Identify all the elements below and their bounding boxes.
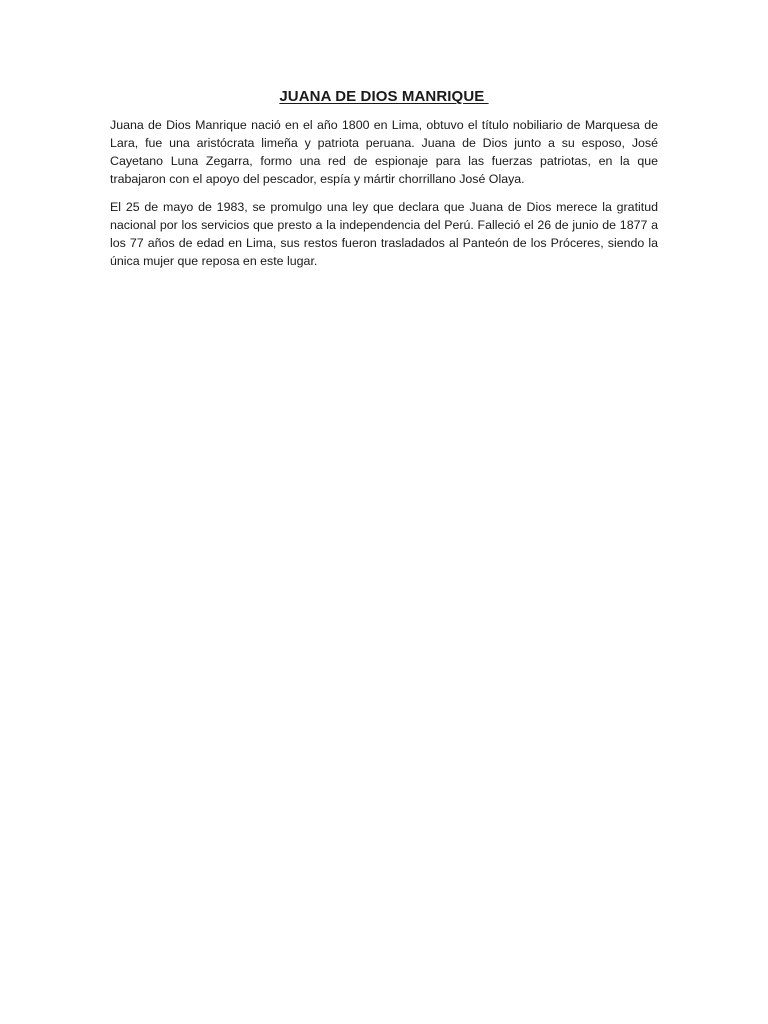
document-title: JUANA DE DIOS MANRIQUE <box>279 88 489 105</box>
paragraph-legacy: El 25 de mayo de 1983, se promulgo una ley que declara que Juana de Dios merece la gratitud nacional por los servicios que presto a la independencia del Perú. Falleció el 26 de junio de 1877 a los 77 años de edad en Lima, sus restos fueron trasladados al Panteón de los Próceres, siendo la única mujer que reposa en este lugar. <box>110 200 658 268</box>
document-body <box>110 88 658 280</box>
paragraph-biography: Juana de Dios Manrique nació en el año 1800 en Lima, obtuvo el título nobiliario de Marquesa de Lara, fue una aristócrata limeña y patriota peruana. Juana de Dios junto a su esposo, José Cayetano Luna Zegarra, formo una red de espionaje para las fuerzas patriotas, en la que trabajaron con el apoyo del pescador, espía y mártir chorrillano José Olaya. <box>110 118 658 186</box>
